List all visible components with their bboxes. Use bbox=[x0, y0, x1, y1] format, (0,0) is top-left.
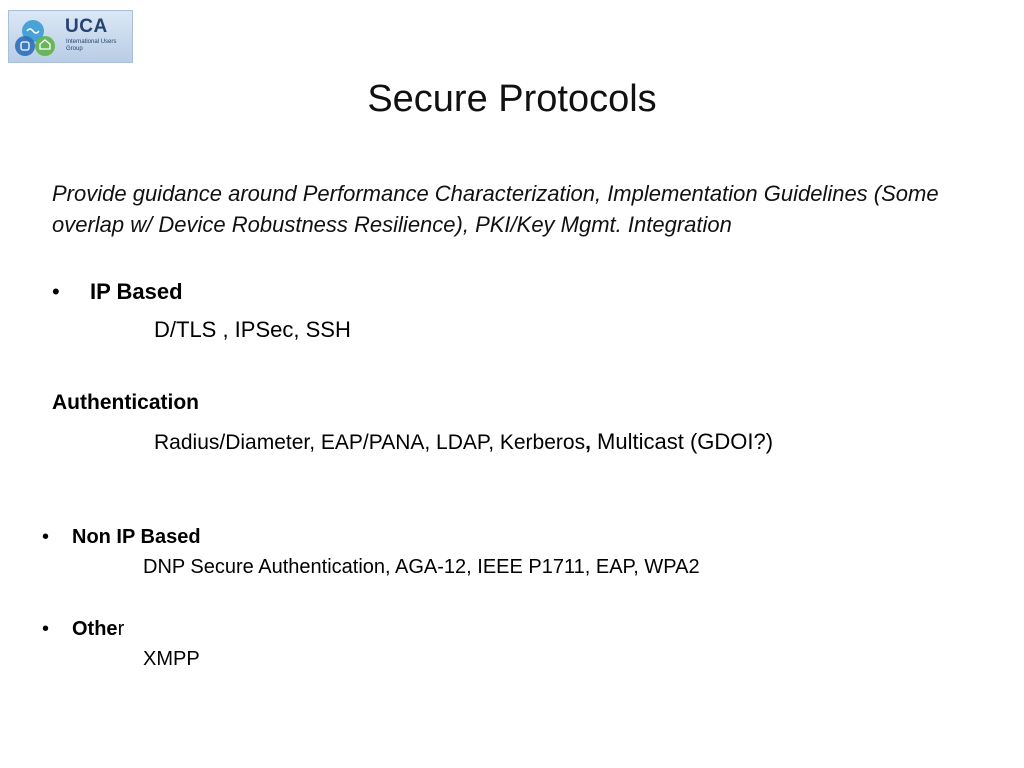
other-items: XMPP bbox=[143, 648, 200, 670]
authentication-items-part2: Multicast (GDOI?) bbox=[590, 429, 774, 454]
ip-based-heading: IP Based bbox=[90, 279, 183, 304]
other-heading bbox=[72, 618, 124, 641]
other-bullet: • bbox=[42, 618, 50, 640]
slide-title: Secure Protocols bbox=[367, 78, 657, 120]
authentication-items-sep: , bbox=[585, 431, 591, 454]
uca-logo bbox=[8, 10, 133, 63]
logo-brand: UCA bbox=[65, 16, 108, 37]
other-heading-rest: r bbox=[117, 618, 125, 640]
other-heading-bold: Othe bbox=[72, 618, 118, 640]
non-ip-based-bullet: • bbox=[42, 526, 50, 548]
authentication-items bbox=[154, 429, 773, 455]
ip-based-items: D/TLS , IPSec, SSH bbox=[154, 317, 351, 342]
non-ip-based-items: DNP Secure Authentication, AGA-12, IEEE P1711, EAP, WPA2 bbox=[143, 556, 700, 578]
authentication-items-part1: Radius/Diameter, EAP/PANA, LDAP, Kerberos bbox=[154, 431, 586, 454]
non-ip-based-heading: Non IP Based bbox=[72, 526, 201, 548]
intro-text: Provide guidance around Performance Characterization, Implementation Guidelines (Some overlap w/ Device Robustness Resilience), PKI/Key Mgmt. Integration bbox=[52, 181, 939, 237]
authentication-heading: Authentication bbox=[52, 391, 199, 414]
logo-subtitle: International Users Group bbox=[66, 39, 117, 52]
ip-based-bullet: • bbox=[52, 279, 60, 304]
